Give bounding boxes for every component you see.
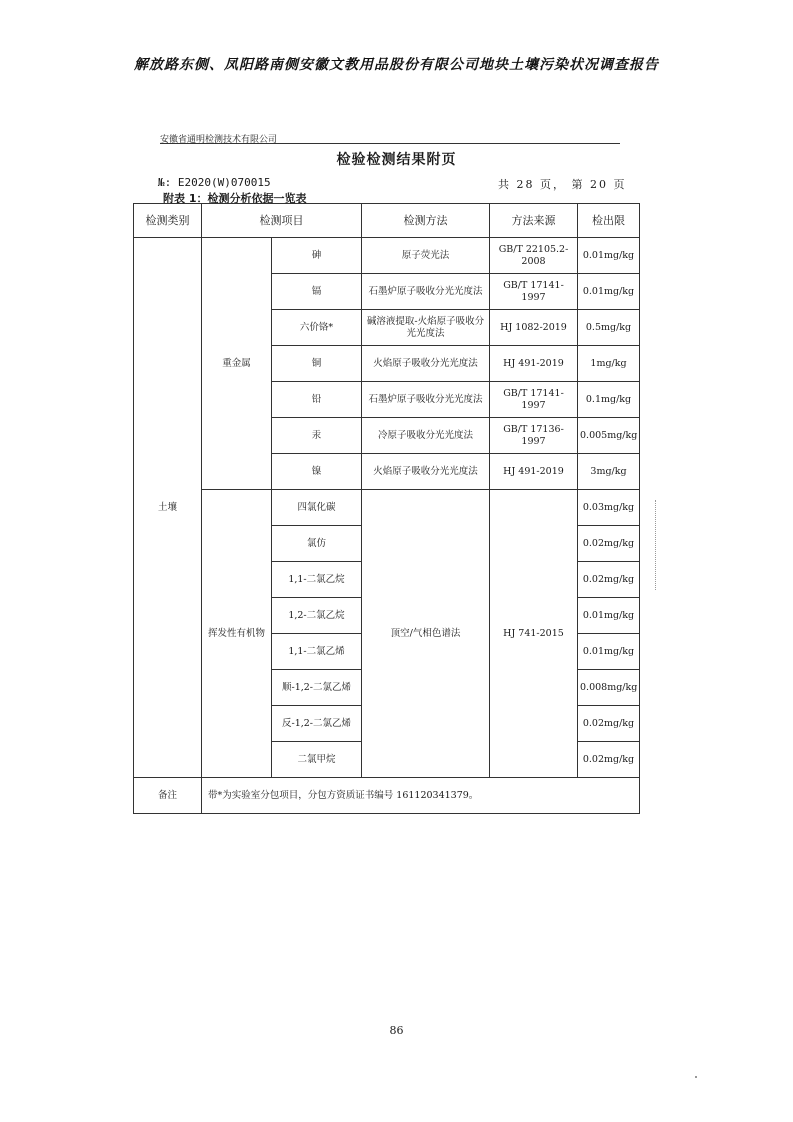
source-cell: HJ 491-2019 [490, 454, 578, 490]
scan-edge-marks [655, 500, 662, 590]
remark-row [134, 778, 640, 814]
source-cell: HJ 491-2019 [490, 346, 578, 382]
lab-name: 安徽省通明检测技术有限公司 [160, 135, 278, 145]
item-cell: 汞 [272, 418, 362, 454]
method-cell: 火焰原子吸收分光光度法 [362, 346, 490, 382]
method-cell: 顶空/气相色谱法 [362, 490, 490, 778]
method-cell: 冷原子吸收分光光度法 [362, 418, 490, 454]
scan-speck [695, 1076, 697, 1078]
source-cell: HJ 1082-2019 [490, 310, 578, 346]
report-number: №: E2020(W)070015 [158, 176, 271, 189]
table-header-row [134, 204, 640, 238]
source-cell: GB/T 17136-1997 [490, 418, 578, 454]
item-cell: 氯仿 [272, 526, 362, 562]
limit-cell: 0.01mg/kg [578, 274, 640, 310]
method-cell: 石墨炉原子吸收分光光度法 [362, 382, 490, 418]
table-row [134, 490, 640, 526]
group-cell-volatile-organics: 挥发性有机物 [202, 490, 272, 778]
remark-label: 备注 [134, 778, 202, 814]
table-caption: 附表 1：检测分析依据一览表 [163, 192, 307, 205]
group-cell-heavy-metals: 重金属 [202, 238, 272, 490]
limit-cell: 1mg/kg [578, 346, 640, 382]
limit-cell: 0.03mg/kg [578, 490, 640, 526]
document-title: 检验检测结果附页 [336, 152, 457, 168]
header-item: 检测项目 [202, 204, 362, 238]
page-number: 86 [389, 1024, 404, 1037]
item-cell: 二氯甲烷 [272, 742, 362, 778]
table-row [134, 238, 640, 274]
limit-cell: 0.01mg/kg [578, 634, 640, 670]
category-cell: 土壤 [134, 238, 202, 778]
item-cell: 顺-1,2-二氯乙烯 [272, 670, 362, 706]
limit-cell: 0.02mg/kg [578, 526, 640, 562]
header-method: 检测方法 [362, 204, 490, 238]
limit-cell: 0.008mg/kg [578, 670, 640, 706]
item-cell: 六价铬* [272, 310, 362, 346]
item-cell: 铅 [272, 382, 362, 418]
limit-cell: 0.01mg/kg [578, 238, 640, 274]
item-cell: 镍 [272, 454, 362, 490]
limit-cell: 0.5mg/kg [578, 310, 640, 346]
method-cell: 碱溶液提取-火焰原子吸收分光光度法 [362, 310, 490, 346]
limit-cell: 0.1mg/kg [578, 382, 640, 418]
header-limit: 检出限 [578, 204, 640, 238]
limit-cell: 0.005mg/kg [578, 418, 640, 454]
source-cell: GB/T 17141-1997 [490, 382, 578, 418]
item-cell: 四氯化碳 [272, 490, 362, 526]
method-cell: 火焰原子吸收分光光度法 [362, 454, 490, 490]
item-cell: 1,1-二氯乙烷 [272, 562, 362, 598]
item-cell: 镉 [272, 274, 362, 310]
limit-cell: 0.02mg/kg [578, 562, 640, 598]
item-cell: 1,1-二氯乙烯 [272, 634, 362, 670]
remark-text: 带*为实验室分包项目，分包方资质证书编号 161120341379。 [202, 778, 640, 814]
limit-cell: 0.01mg/kg [578, 598, 640, 634]
method-cell: 石墨炉原子吸收分光光度法 [362, 274, 490, 310]
source-cell: HJ 741-2015 [490, 490, 578, 778]
method-cell: 原子荧光法 [362, 238, 490, 274]
page-count: 共 28 页， 第 20 页 [498, 178, 627, 191]
analysis-basis-table [133, 203, 640, 814]
source-cell: GB/T 17141-1997 [490, 274, 578, 310]
limit-cell: 0.02mg/kg [578, 706, 640, 742]
running-header: 解放路东侧、凤阳路南侧安徽文教用品股份有限公司地块土壤污染状况调查报告 [134, 57, 659, 73]
header-category: 检测类别 [134, 204, 202, 238]
limit-cell: 3mg/kg [578, 454, 640, 490]
header-source: 方法来源 [490, 204, 578, 238]
limit-cell: 0.02mg/kg [578, 742, 640, 778]
item-cell: 1,2-二氯乙烷 [272, 598, 362, 634]
item-cell: 反-1,2-二氯乙烯 [272, 706, 362, 742]
item-cell: 铜 [272, 346, 362, 382]
item-cell: 砷 [272, 238, 362, 274]
header-rule [160, 143, 620, 144]
source-cell: GB/T 22105.2-2008 [490, 238, 578, 274]
